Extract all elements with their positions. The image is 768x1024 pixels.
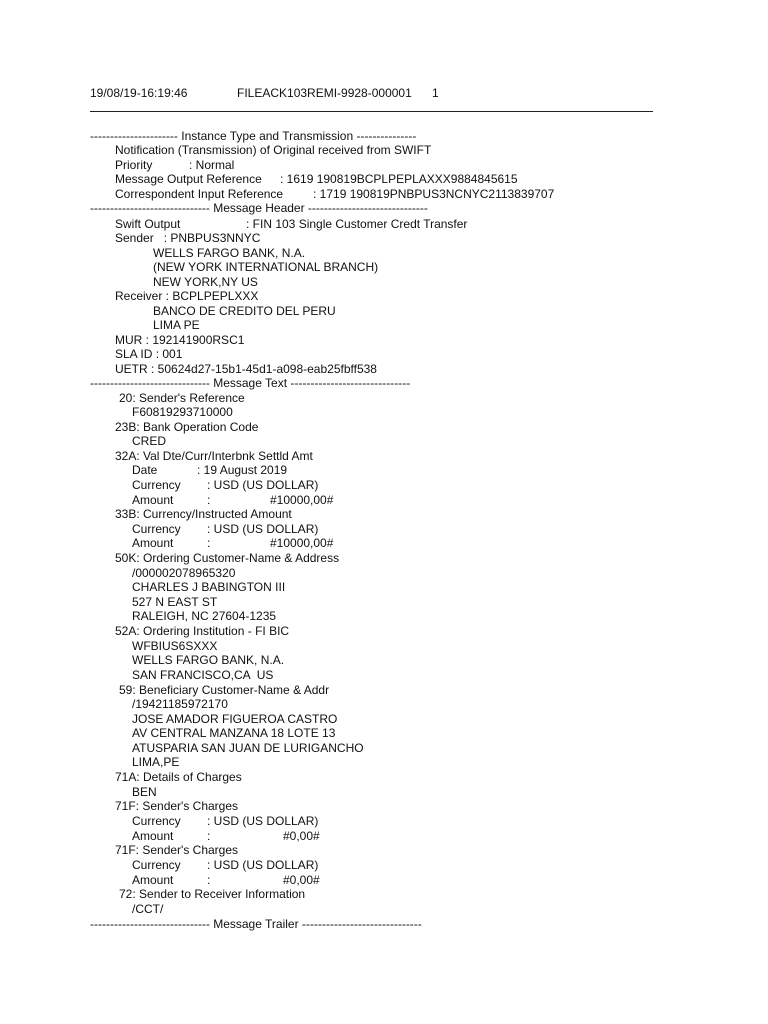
field-50k-line: 527 N EAST ST [132,595,218,609]
field-50k-line: CHARLES J BABINGTON III [132,580,286,594]
mor-value: : 1619 190819BCPLPEPLAXXX9884845615 [280,172,518,186]
page-number: 1 [432,86,439,100]
field-32a-currency-label: Currency [132,478,181,492]
field-71f-currency-value: : USD (US DOLLAR) [207,858,319,872]
receiver-line: Receiver : BCPLPEPLXXX [115,289,259,303]
field-71f-title: 71F: Sender's Charges [115,843,239,857]
field-71f-currency-label: Currency [132,858,181,872]
field-50k-title: 50K: Ordering Customer-Name & Address [115,551,340,565]
field-71f-title: 71F: Sender's Charges [115,799,239,813]
field-33b-amount-value: #10000,00# [270,536,334,550]
field-71f-currency-label: Currency [132,814,181,828]
section-message-header: ------------------------------ Message Header ------------------------------ [90,201,428,215]
section-message-text: ------------------------------ Message Text ------------------------------ [90,376,411,390]
field-33b-amount-colon: : [207,536,211,550]
field-23b-title: 23B: Bank Operation Code [115,420,259,434]
field-52a-line: SAN FRANCISCO,CA US [132,668,274,682]
header-rule [90,111,653,112]
field-50k-line: RALEIGH, NC 27604-1235 [132,609,277,623]
notification-line: Notification (Transmission) of Original received from SWIFT [115,143,432,157]
field-59-title: 59: Beneficiary Customer-Name & Addr [119,683,330,697]
sender-line: Sender : PNBPUS3NNYC [115,231,261,245]
field-32a-amount-colon: : [207,493,211,507]
file-id: FILEACK103REMI-9928-000001 [237,86,412,100]
sender-address-line: NEW YORK,NY US [153,275,258,289]
sla-line: SLA ID : 001 [115,347,183,361]
field-71f-currency-value: : USD (US DOLLAR) [207,814,319,828]
cir-value: : 1719 190819PNBPUS3NCNYC2113839707 [313,187,555,201]
sender-address-line: (NEW YORK INTERNATIONAL BRANCH) [153,260,379,274]
priority-value: : Normal [189,158,235,172]
field-32a-date-label: Date [132,463,158,477]
field-71a-title: 71A: Details of Charges [115,770,242,784]
field-71a-value: BEN [132,785,157,799]
section-message-trailer: ------------------------------ Message Trailer ------------------------------ [90,917,422,931]
cir-label: Correspondent Input Reference [115,187,284,201]
field-20-title: 20: Sender's Reference [119,391,245,405]
field-72-title: 72: Sender to Receiver Information [119,887,306,901]
uetr-line: UETR : 50624d27-15b1-45d1-a098-eab25fbff538 [115,362,377,376]
mur-line: MUR : 192141900RSC1 [115,333,245,347]
field-52a-title: 52A: Ordering Institution - FI BIC [115,624,290,638]
field-59-line: JOSE AMADOR FIGUEROA CASTRO [132,712,338,726]
mor-label: Message Output Reference [115,172,262,186]
field-71f-amount-colon: : [207,873,211,887]
field-71f-amount-value: #0,00# [283,829,320,843]
field-71f-amount-value: #0,00# [283,873,320,887]
field-33b-currency-value: : USD (US DOLLAR) [207,522,319,536]
receiver-address-line: BANCO DE CREDITO DEL PERU [153,304,336,318]
priority-label: Priority [115,158,153,172]
section-instance: ---------------------- Instance Type and Transmission --------------- [90,129,417,143]
swift-output-label: Swift Output [115,217,181,231]
field-23b-value: CRED [132,434,167,448]
field-71f-amount-label: Amount [132,829,174,843]
receiver-address-line: LIMA PE [153,318,200,332]
field-32a-amount-value: #10000,00# [270,493,334,507]
sender-address-line: WELLS FARGO BANK, N.A. [153,246,306,260]
swift-output-value: : FIN 103 Single Customer Credt Transfer [246,217,468,231]
field-33b-currency-label: Currency [132,522,181,536]
field-59-line: LIMA,PE [132,755,180,769]
field-59-line: ATUSPARIA SAN JUAN DE LURIGANCHO [132,741,364,755]
timestamp: 19/08/19-16:19:46 [90,86,188,100]
field-59-line: AV CENTRAL MANZANA 18 LOTE 13 [132,726,336,740]
field-20-value: F60819293710000 [132,405,233,419]
field-59-line: /19421185972170 [132,697,228,711]
field-33b-amount-label: Amount [132,536,174,550]
field-32a-amount-label: Amount [132,493,174,507]
field-32a-date-value: : 19 August 2019 [197,463,288,477]
field-33b-title: 33B: Currency/Instructed Amount [115,507,292,521]
field-52a-line: WELLS FARGO BANK, N.A. [132,653,285,667]
field-72-value: /CCT/ [132,902,164,916]
field-32a-title: 32A: Val Dte/Curr/Interbnk Settld Amt [115,449,313,463]
field-71f-amount-colon: : [207,829,211,843]
field-32a-currency-value: : USD (US DOLLAR) [207,478,319,492]
field-71f-amount-label: Amount [132,873,174,887]
field-52a-line: WFBIUS6SXXX [132,639,218,653]
field-50k-line: /000002078965320 [132,566,236,580]
